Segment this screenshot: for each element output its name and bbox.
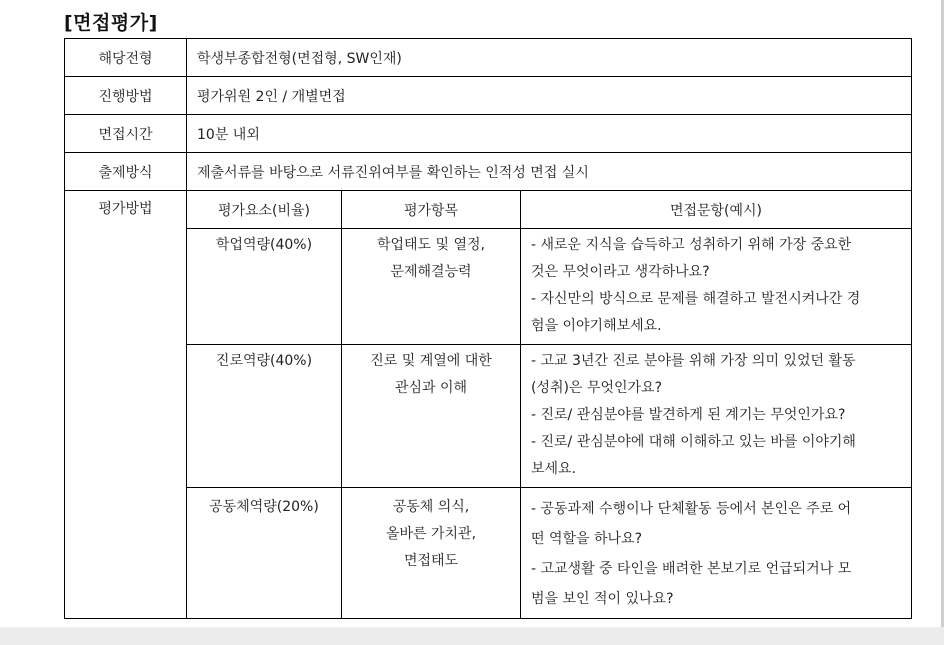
question-line: - 진로/ 관심분야를 발견하게 된 계기는 무엇인가요? xyxy=(531,407,846,423)
element-career xyxy=(187,345,342,488)
questions-community xyxy=(521,488,912,619)
questions-career xyxy=(521,345,912,488)
element-label: 진로역량(40%) xyxy=(215,353,313,369)
question-line: - 공동과제 수행이나 단체활동 등에서 본인은 주로 어 xyxy=(531,501,852,517)
criteria-line: 올바른 가치관, xyxy=(385,526,477,542)
row-value-question-format: 제출서류를 바탕으로 서류진위여부를 확인하는 인적성 면접 실시 xyxy=(187,153,912,191)
criteria-line: 면접태도 xyxy=(403,553,459,569)
questions-academic xyxy=(521,229,912,345)
question-line: 범을 보인 적이 있나요? xyxy=(531,591,674,607)
table-row xyxy=(65,229,912,345)
criteria-line: 학업태도 및 열정, xyxy=(376,237,486,253)
row-value-procedure: 평가위원 2인 / 개별면접 xyxy=(187,77,912,115)
table-row xyxy=(65,153,912,191)
table-row xyxy=(65,345,912,488)
evaluation-method-label: 평가방법 xyxy=(98,201,153,217)
question-line: - 자신만의 방식으로 문제를 해결하고 발전시켜나간 경 xyxy=(531,291,861,307)
section-title: [면접평가] xyxy=(64,12,158,34)
criteria-line: 문제해결능력 xyxy=(390,264,472,280)
element-label: 학업역량(40%) xyxy=(215,237,313,253)
question-line: - 새로운 지식을 습득하고 성취하기 위해 가장 중요한 xyxy=(531,237,852,253)
interview-info-table xyxy=(64,38,912,619)
question-line: 것은 무엇이라고 생각하나요? xyxy=(531,264,710,280)
header-questions: 면접문항(예시) xyxy=(521,191,912,229)
element-academic xyxy=(187,229,342,345)
row-label-procedure: 진행방법 xyxy=(65,77,187,115)
header-element: 평가요소(비율) xyxy=(187,191,342,229)
criteria-line: 진로 및 계열에 대한 xyxy=(370,353,492,369)
question-line: 떤 역할을 하나요? xyxy=(531,531,642,547)
criteria-career xyxy=(342,345,521,488)
question-line: 보세요. xyxy=(531,461,577,477)
question-line: - 고교생활 중 타인을 배려한 본보기로 언급되거나 모 xyxy=(531,561,852,577)
element-community xyxy=(187,488,342,619)
criteria-line: 관심과 이해 xyxy=(394,380,468,396)
page-bottom-band xyxy=(0,627,944,645)
row-label-duration: 면접시간 xyxy=(65,115,187,153)
question-line: - 진로/ 관심분야에 대해 이해하고 있는 바를 이야기해 xyxy=(531,434,856,450)
table-row xyxy=(65,191,912,229)
header-criteria: 평가항목 xyxy=(342,191,521,229)
table-row xyxy=(65,77,912,115)
question-line: - 고교 3년간 진로 분야를 위해 가장 의미 있었던 활동 xyxy=(531,353,856,369)
criteria-community xyxy=(342,488,521,619)
question-line: 험을 이야기해보세요. xyxy=(531,318,662,334)
row-value-duration: 10분 내외 xyxy=(187,115,912,153)
criteria-line: 공동체 의식, xyxy=(392,499,470,515)
row-label-admission-type: 해당전형 xyxy=(65,39,187,77)
row-label-question-format: 출제방식 xyxy=(65,153,187,191)
element-label: 공동체역량(20%) xyxy=(209,499,319,515)
criteria-academic xyxy=(342,229,521,345)
row-value-admission-type: 학생부종합전형(면접형, SW인재) xyxy=(187,39,912,77)
table-row xyxy=(65,488,912,619)
question-line: (성취)은 무엇인가요? xyxy=(531,380,662,396)
row-label-evaluation-method xyxy=(65,191,187,619)
table-row xyxy=(65,39,912,77)
table-row xyxy=(65,115,912,153)
